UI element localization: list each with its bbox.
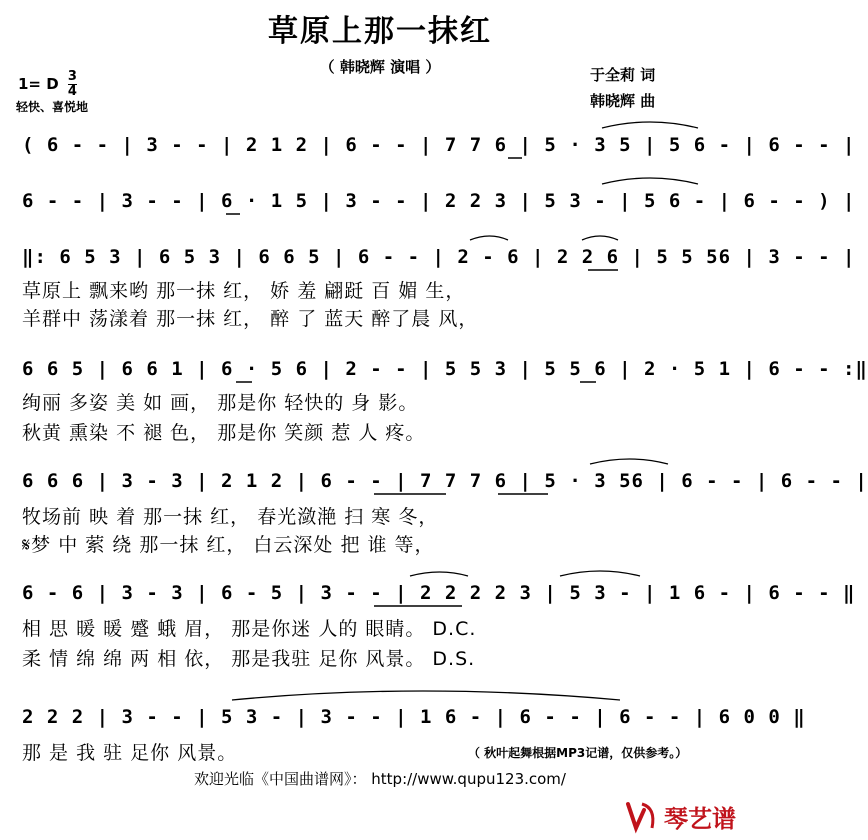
transcription-note: （ 秋叶起舞根据MP3记谱，仅供参考。） (468, 746, 688, 760)
lyric-line-5-verse-1: 牧场前 映 着 那一抹 红， 春光潋滟 扫 寒 冬， (22, 506, 439, 528)
composer-credit: 韩晓辉 曲 (590, 92, 656, 110)
score-line-7: 2 2 2 | 3 - - | 5 3 - | 3 - - | 1 6 - | 6 - - | 6 - - | 6 0 0 ‖ (22, 706, 806, 728)
lyric-line-7: 那 是 我 驻 足你 风景。 (22, 742, 238, 764)
score-line-6: 6 - 6 | 3 - 3 | 6 - 5 | 3 - - | 2 2 2 2 3 | 5 3 - | 1 6 - | 6 - - ‖ (22, 582, 856, 604)
key-label: 1= D (18, 75, 59, 93)
site-footer: 欢迎光临《中国曲谱网》： http://www.qupu123.com/ (194, 770, 566, 788)
site-logo (622, 798, 752, 836)
lyric-line-4-verse-2: 秋黄 熏染 不 褪 色， 那是你 笑颜 惹 人 疼。 (22, 422, 426, 444)
lyric-line-5-verse-2: 𝄋梦 中 萦 绕 那一抹 红， 白云深处 把 谁 等， (22, 534, 435, 556)
lyric-line-3-verse-1: 草原上 飘来哟 那一抹 红， 娇 羞 翩跹 百 媚 生， (22, 280, 466, 302)
time-sig-top: 3 (67, 69, 77, 84)
time-signature (68, 70, 77, 99)
score-line-3: ‖: 6 5 3 | 6 5 3 | 6 6 5 | 6 - - | 2 - 6 | 2 2 6 | 5 5 56 | 3 - - | (22, 246, 856, 268)
logo-mark-icon (622, 798, 752, 836)
score-line-1: ( 6 - - | 3 - - | 2 1 2 | 6 - - | 7 7 6 | 5 · 3 5 | 5 6 - | 6 - - | (22, 134, 856, 156)
key-signature (18, 70, 77, 99)
lyric-line-4-verse-1: 绚丽 多姿 美 如 画， 那是你 轻快的 身 影。 (22, 392, 419, 414)
song-title: 草原上那一抹红 (268, 14, 492, 49)
logo-text: 琴艺谱 (664, 805, 736, 833)
time-sig-bottom: 4 (67, 84, 77, 99)
lyric-line-3-verse-2: 羊群中 荡漾着 那一抹 红， 醉 了 蓝天 醉了晨 风， (22, 308, 479, 330)
lyricist-credit: 于全莉 词 (590, 66, 656, 84)
score-line-2: 6 - - | 3 - - | 6 · 1 5 | 3 - - | 2 2 3 | 5 3 - | 5 6 - | 6 - - ) | (22, 190, 856, 212)
score-line-4: 6 6 5 | 6 6 1 | 6 · 5 6 | 2 - - | 5 5 3 | 5 5 6 | 2 · 5 1 | 6 - - :‖ (22, 358, 868, 380)
score-line-5: 6 6 6 | 3 - 3 | 2 1 2 | 6 - - | 7 7 7 6 | 5 · 3 56 | 6 - - | 6 - - | (22, 470, 868, 492)
lyric-line-6-verse-1: 相 思 暖 暖 蹙 蛾 眉， 那是你迷 人的 眼睛。 D.C. (22, 618, 477, 640)
singer-subtitle: （ 韩晓辉 演唱 ） (319, 58, 441, 76)
lyric-line-6-verse-2: 柔 情 绵 绵 两 相 依， 那是我驻 足你 风景。 D.S. (22, 648, 476, 670)
tempo-marking: 轻快、喜悦地 (16, 100, 89, 114)
